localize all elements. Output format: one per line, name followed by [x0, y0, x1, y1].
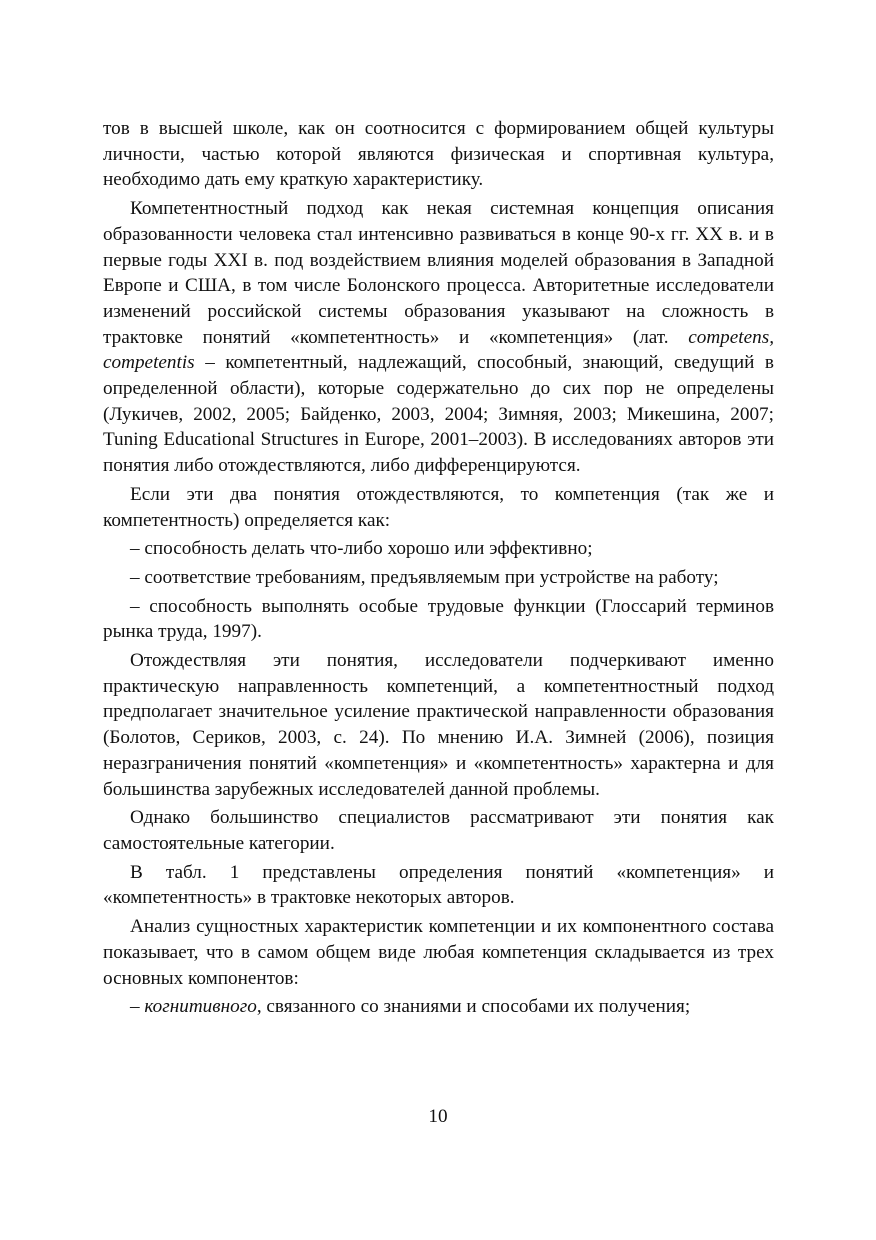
paragraph-practical-orientation: Отождествляя эти понятия, исследователи подчеркивают именно практическую направленность компетенций, а компетентностный подход предполагает значительное усиление практической направленности образования (Болотов, Сериков, 2003, с. 24). По мнению И.А. Зимней (2006), позиция неразграничения понятий «компетенция» и «компетентность» характерна и для большинства зарубежных исследователей данной проблемы.	[103, 650, 774, 800]
latin-term: competens, competentis	[103, 326, 774, 374]
list-item-text: , связанного со знаниями и способами их получения;	[256, 996, 691, 1018]
paragraph-independent-categories: Однако большинство специалистов рассматривают эти понятия как самостоятельные категории.	[103, 807, 774, 854]
component-term: когнитивного	[144, 996, 257, 1018]
list-item: – соответствие требованиям, предъявляемым при устройстве на работу;	[130, 566, 719, 588]
paragraph-text: Компетентностный подход как некая системная концепция описания образованности человека стал интенсивно развиваться в конце 90-х гг. XX в. и в первые годы XXI в. под воздействием влияния моделей образования в Западной Европе и США, в том числе Болонского процесса. Авторитетные исследователи изменений российской системы образования указывают на сложность в трактовке понятий «компетентность» и «компетенция» (лат.	[103, 198, 774, 348]
paragraph-analysis: Анализ сущностных характеристик компетенции и их компонентного состава показывает, что в самом общем виде любая компетенция складывается из трех основных компонентов:	[103, 916, 774, 989]
paragraph-text: – компетентный, надлежащий, способный, знающий, сведущий в определенной области), которые содержательно до сих пор не определены (Лукичев, 2002, 2005; Байденко, 2003, 2004; Зимняя, 2003; Микешина, 2007; Tuning Educational Structures in Europe, 2001–2003). В исследованиях авторов эти понятия либо отождествляются, либо дифференцируются.	[103, 352, 774, 477]
page-number: 10	[428, 1106, 448, 1127]
page-body	[103, 116, 774, 1023]
paragraph-identification: Если эти два понятия отождествляются, то компетенция (так же и компетентность) определяется как:	[103, 483, 774, 531]
list-dash: –	[130, 996, 145, 1018]
list-item: – способность делать что-либо хорошо или эффективно;	[130, 538, 593, 560]
list-item	[103, 994, 774, 1020]
paragraph-continuation: тов в высшей школе, как он соотносится с формированием общей культуры личности, частью которой являются физическая и спортивная культура, необходимо дать ему краткую характеристику.	[103, 118, 774, 191]
paragraph-competence-approach	[103, 196, 774, 479]
list-item: – способность выполнять особые трудовые функции (Глоссарий терминов рынка труда, 1997).	[103, 595, 774, 643]
paragraph-table-reference: В табл. 1 представлены определения понятий «компетенция» и «компетентность» в трактовке некоторых авторов.	[103, 861, 774, 909]
